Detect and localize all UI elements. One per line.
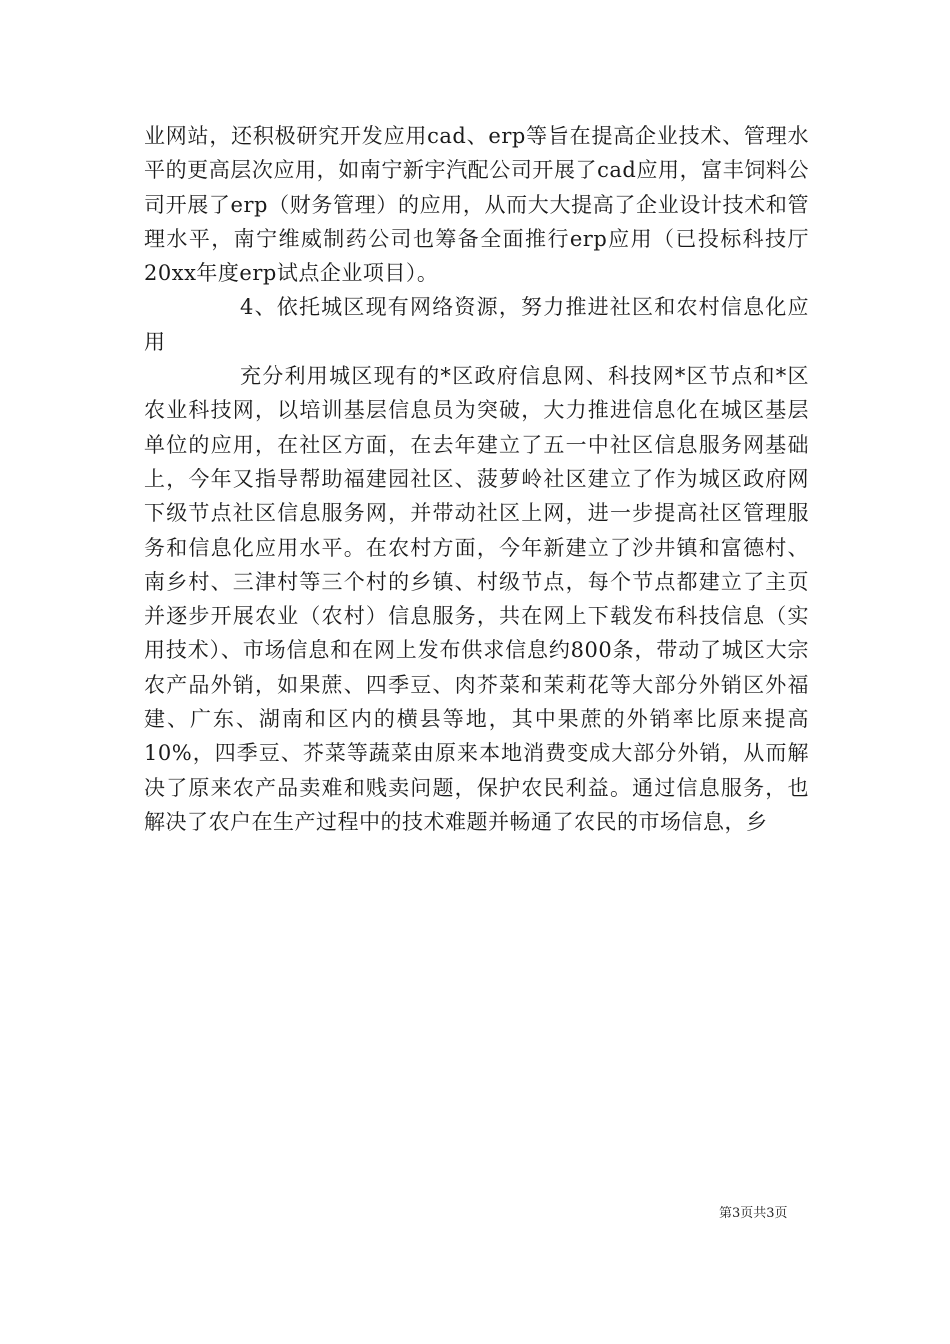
- page-number: 第3页共3页: [719, 1206, 788, 1221]
- paragraph-enterprise-applications: 业网站，还积极研究开发应用cad、erp等旨在提高企业技术、管理水平的更高层次应用，如南宁新宇汽配公司开展了cad应用，富丰饲料公司开展了erp（财务管理）的应用，从而大大提高了企业设计技术和管理水平，南宁维威制药公司也筹备全面推行erp应用（已投标科技厅20xx年度erp试点企业项目）。: [144, 124, 809, 286]
- document-body: [144, 119, 809, 839]
- paragraph-community-rural-details: 充分利用城区现有的*区政府信息网、科技网*区节点和*区农业科技网，以培训基层信息员为突破，大力推进信息化在城区基层单位的应用，在社区方面，在去年建立了五一中社区信息服务网基础上，今年又指导帮助福建园社区、菠萝岭社区建立了作为城区政府网下级节点社区信息服务网，并带动社区上网，进一步提高社区管理服务和信息化应用水平。在农村方面，今年新建立了沙井镇和富德村、南乡村、三津村等三个村的乡镇、村级节点，每个节点都建立了主页并逐步开展农业（农村）信息服务，共在网上下载发布科技信息（实用技术）、市场信息和在网上发布供求信息约800条，带动了城区大宗农产品外销，如果蔗、四季豆、肉芥菜和茉莉花等大部分外销区外福建、广东、湖南和区内的横县等地，其中果蔗的外销率比原来提高10%，四季豆、芥菜等蔬菜由原来本地消费变成大部分外销，从而解决了原来农产品卖难和贱卖问题，保护农民利益。通过信息服务，也解决了农户在生产过程中的技术难题并畅通了农民的市场信息，乡: [144, 364, 809, 834]
- section-heading-community-rural: 4、依托城区现有网络资源，努力推进社区和农村信息化应用: [144, 295, 809, 354]
